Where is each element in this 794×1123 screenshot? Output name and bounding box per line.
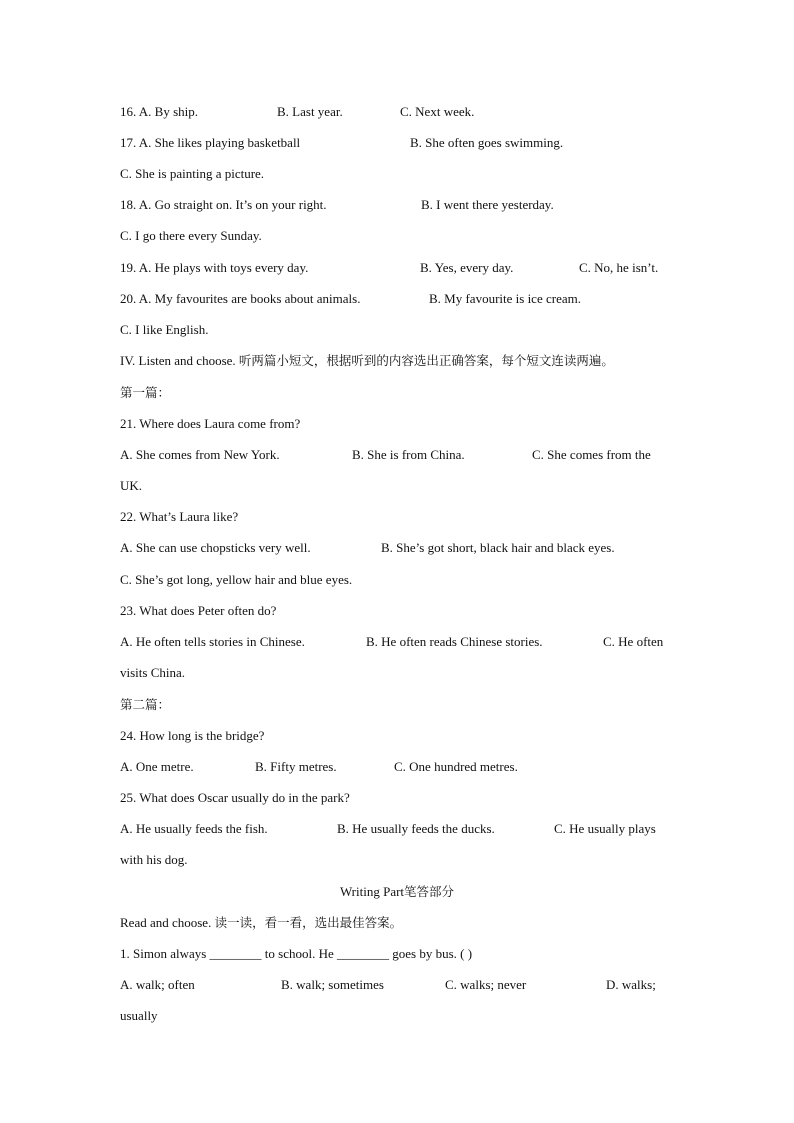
q21-stem: 21. Where does Laura come from? [120, 416, 301, 431]
q22-option-c: C. She’s got long, yellow hair and blue eyes. [120, 572, 353, 587]
passage-2-label: 第二篇： [120, 697, 171, 712]
w1-option-a: A. walk; often [120, 977, 195, 992]
q18-option-b: B. I went there yesterday. [421, 197, 554, 212]
q20-option-c: C. I like English. [120, 322, 209, 337]
read-and-choose-cn: 读一读，看一看，选出最佳答案。 [214, 915, 403, 930]
q23-option-a: A. He often tells stories in Chinese. [120, 634, 305, 649]
q25-option-c-continued: with his dog. [120, 852, 188, 867]
section-iv-instruction: 听两篇小短文，根据听到的内容选出正确答案，每个短文连读两遍。 [238, 353, 614, 368]
q21-option-b: B. She is from China. [352, 447, 465, 462]
read-and-choose-en: Read and choose. [120, 915, 212, 930]
q21-option-c-continued: UK. [120, 478, 143, 493]
q20-option-a: 20. A. My favourites are books about animals. [120, 291, 361, 306]
section-iv-prefix: IV. Listen and choose. [120, 353, 236, 368]
w1-option-c: C. walks; never [445, 977, 527, 992]
q22-option-a: A. She can use chopsticks very well. [120, 540, 311, 555]
q19-option-b: B. Yes, every day. [420, 260, 514, 275]
q23-option-c: C. He often [603, 634, 664, 649]
w1-option-d: D. walks; [606, 977, 656, 992]
q25-stem: 25. What does Oscar usually do in the park? [120, 790, 350, 805]
q19-option-c: C. No, he isn’t. [579, 260, 659, 275]
q16-option-a: 16. A. By ship. [120, 104, 199, 119]
q21-option-a: A. She comes from New York. [120, 447, 280, 462]
q16-option-c: C. Next week. [400, 104, 475, 119]
section-iv-heading [120, 353, 614, 369]
writing-part-title-cn: 笔答部分 [404, 884, 455, 899]
q24-option-b: B. Fifty metres. [255, 759, 337, 774]
q21-option-c: C. She comes from the [532, 447, 651, 462]
writing-part-title [0, 884, 794, 900]
q22-stem: 22. What’s Laura like? [120, 509, 239, 524]
q25-option-b: B. He usually feeds the ducks. [337, 821, 495, 836]
q25-option-a: A. He usually feeds the fish. [120, 821, 268, 836]
w1-stem: 1. Simon always ________ to school. He ________ goes by bus. ( ) [120, 946, 473, 961]
q23-option-c-continued: visits China. [120, 665, 186, 680]
q24-option-a: A. One metre. [120, 759, 194, 774]
q18-option-a: 18. A. Go straight on. It’s on your right. [120, 197, 327, 212]
w1-option-d-continued: usually [120, 1008, 158, 1023]
q23-option-b: B. He often reads Chinese stories. [366, 634, 543, 649]
q24-option-c: C. One hundred metres. [394, 759, 518, 774]
read-and-choose-instruction [120, 915, 402, 931]
q24-stem: 24. How long is the bridge? [120, 728, 265, 743]
q16-option-b: B. Last year. [277, 104, 343, 119]
w1-option-b: B. walk; sometimes [281, 977, 384, 992]
q17-option-c: C. She is painting a picture. [120, 166, 265, 181]
q22-option-b: B. She’s got short, black hair and black eyes. [381, 540, 615, 555]
q23-stem: 23. What does Peter often do? [120, 603, 277, 618]
q18-option-c: C. I go there every Sunday. [120, 228, 262, 243]
q17-option-a: 17. A. She likes playing basketball [120, 135, 301, 150]
writing-part-title-en: Writing Part [339, 884, 405, 899]
passage-1-label: 第一篇： [120, 385, 171, 400]
q25-option-c: C. He usually plays [554, 821, 656, 836]
q17-option-b: B. She often goes swimming. [410, 135, 564, 150]
q19-option-a: 19. A. He plays with toys every day. [120, 260, 309, 275]
q20-option-b: B. My favourite is ice cream. [429, 291, 581, 306]
